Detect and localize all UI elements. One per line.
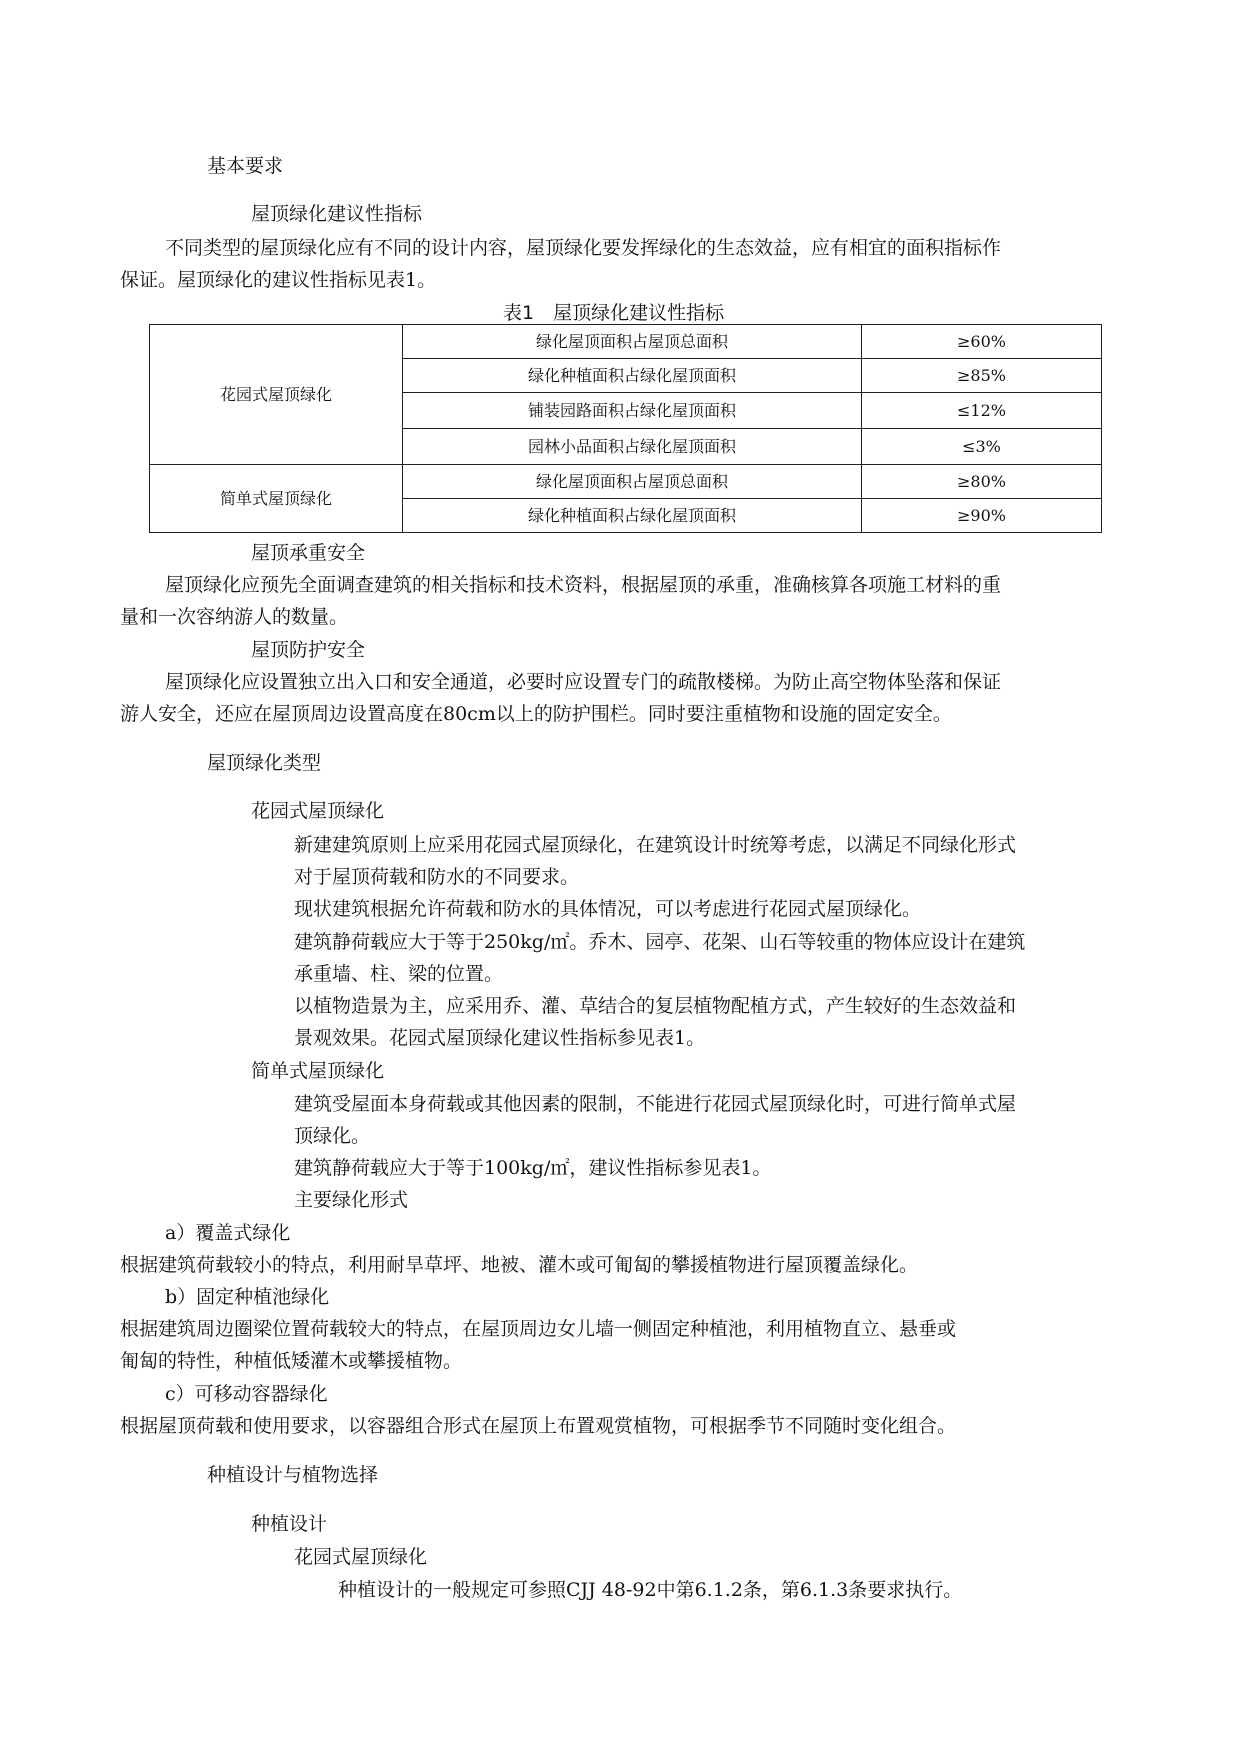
section-heading-basic-requirements: 基本要求 (207, 155, 284, 177)
paragraph-line: 承重墙、柱、梁的位置。 (294, 963, 504, 985)
paragraph-line: 屋顶绿化应预先全面调查建筑的相关指标和技术资料，根据屋顶的承重，准确核算各项施工材料的重 (165, 574, 1002, 596)
subheading-garden-roof-design: 花园式屋顶绿化 (294, 1546, 428, 1568)
paragraph-line: 保证。屋顶绿化的建议性指标见表1。 (120, 269, 437, 291)
paragraph-line: 建筑受屋面本身荷载或其他因素的限制，不能进行花园式屋顶绿化时，可进行简单式屋 (294, 1093, 1017, 1115)
paragraph-line: 建筑静荷载应大于等于100kg/㎡，建议性指标参见表1。 (294, 1157, 772, 1179)
paragraph-line: 根据建筑周边圈梁位置荷载较大的特点，在屋顶周边女儿墙一侧固定种植池，利用植物直立、悬垂或 (120, 1318, 957, 1340)
table-category-cell: 花园式屋顶绿化 (150, 325, 403, 465)
paragraph-line: 游人安全，还应在屋顶周边设置高度在80cm以上的防护围栏。同时要注重植物和设施的固定安全。 (120, 703, 952, 725)
paragraph-line: 新建建筑原则上应采用花园式屋顶绿化，在建筑设计时统筹考虑，以满足不同绿化形式 (294, 834, 1017, 856)
paragraph-line: 景观效果。花园式屋顶绿化建议性指标参见表1。 (294, 1027, 706, 1049)
table-caption: 表1 屋顶绿化建议性指标 (503, 302, 725, 324)
table-cell-indicator: 绿化屋顶面积占屋顶总面积 (403, 325, 862, 359)
table-cell-value: ≥85% (862, 359, 1102, 393)
paragraph-line: 顶绿化。 (294, 1125, 371, 1147)
subheading-green-roof-indicators: 屋顶绿化建议性指标 (251, 203, 423, 225)
paragraph-line: 根据建筑荷载较小的特点，利用耐旱草坪、地被、灌木或可匍匐的攀援植物进行屋顶覆盖绿化。 (120, 1254, 919, 1276)
list-item-label: b）固定种植池绿化 (165, 1286, 330, 1308)
paragraph-line: 量和一次容纳游人的数量。 (120, 606, 349, 628)
table-cell-indicator: 铺装园路面积占绿化屋顶面积 (403, 393, 862, 429)
section-heading-green-roof-types: 屋顶绿化类型 (207, 752, 322, 774)
table-cell-value: ≥60% (862, 325, 1102, 359)
paragraph-line: 现状建筑根据允许荷载和防水的具体情况，可以考虑进行花园式屋顶绿化。 (294, 898, 922, 920)
section-heading-planting-design: 种植设计与植物选择 (207, 1464, 379, 1486)
paragraph-line: 主要绿化形式 (294, 1189, 409, 1211)
subheading-garden-roof: 花园式屋顶绿化 (251, 800, 385, 822)
paragraph-line: 不同类型的屋顶绿化应有不同的设计内容，屋顶绿化要发挥绿化的生态效益，应有相宜的面积指标作 (165, 237, 1002, 259)
paragraph-line: 屋顶绿化应设置独立出入口和安全通道，必要时应设置专门的疏散楼梯。为防止高空物体坠落和保证 (165, 671, 1002, 693)
paragraph-line: 对于屋顶荷载和防水的不同要求。 (294, 866, 580, 888)
subheading-load-safety: 屋顶承重安全 (251, 542, 366, 564)
paragraph-line: 匍匐的特性，种植低矮灌木或攀援植物。 (120, 1350, 463, 1372)
list-item-label: a）覆盖式绿化 (165, 1222, 291, 1244)
subheading-simple-roof: 简单式屋顶绿化 (251, 1060, 385, 1082)
subheading-protection-safety: 屋顶防护安全 (251, 639, 366, 661)
table-cell-indicator: 绿化种植面积占绿化屋顶面积 (403, 359, 862, 393)
table-cell-indicator: 园林小品面积占绿化屋顶面积 (403, 429, 862, 465)
table-cell-value: ≥80% (862, 465, 1102, 499)
indicator-table (149, 324, 1102, 533)
paragraph-line: 根据屋顶荷载和使用要求，以容器组合形式在屋顶上布置观赏植物，可根据季节不同随时变化组合。 (120, 1415, 957, 1437)
table-cell-indicator: 绿化种植面积占绿化屋顶面积 (403, 499, 862, 533)
paragraph-line: 以植物造景为主，应采用乔、灌、草结合的复层植物配植方式，产生较好的生态效益和 (294, 995, 1017, 1017)
table-cell-value: ≤12% (862, 393, 1102, 429)
list-item-label: c）可移动容器绿化 (165, 1383, 328, 1405)
paragraph-line: 种植设计的一般规定可参照CJJ 48-92中第6.1.2条，第6.1.3条要求执行。 (338, 1579, 963, 1601)
subheading-planting-design: 种植设计 (251, 1513, 328, 1535)
paragraph-line: 建筑静荷载应大于等于250kg/㎡。乔木、园亭、花架、山石等较重的物体应设计在建筑 (294, 931, 1026, 953)
table-cell-indicator: 绿化屋顶面积占屋顶总面积 (403, 465, 862, 499)
table-category-cell: 简单式屋顶绿化 (150, 465, 403, 533)
table-cell-value: ≤3% (862, 429, 1102, 465)
table-cell-value: ≥90% (862, 499, 1102, 533)
